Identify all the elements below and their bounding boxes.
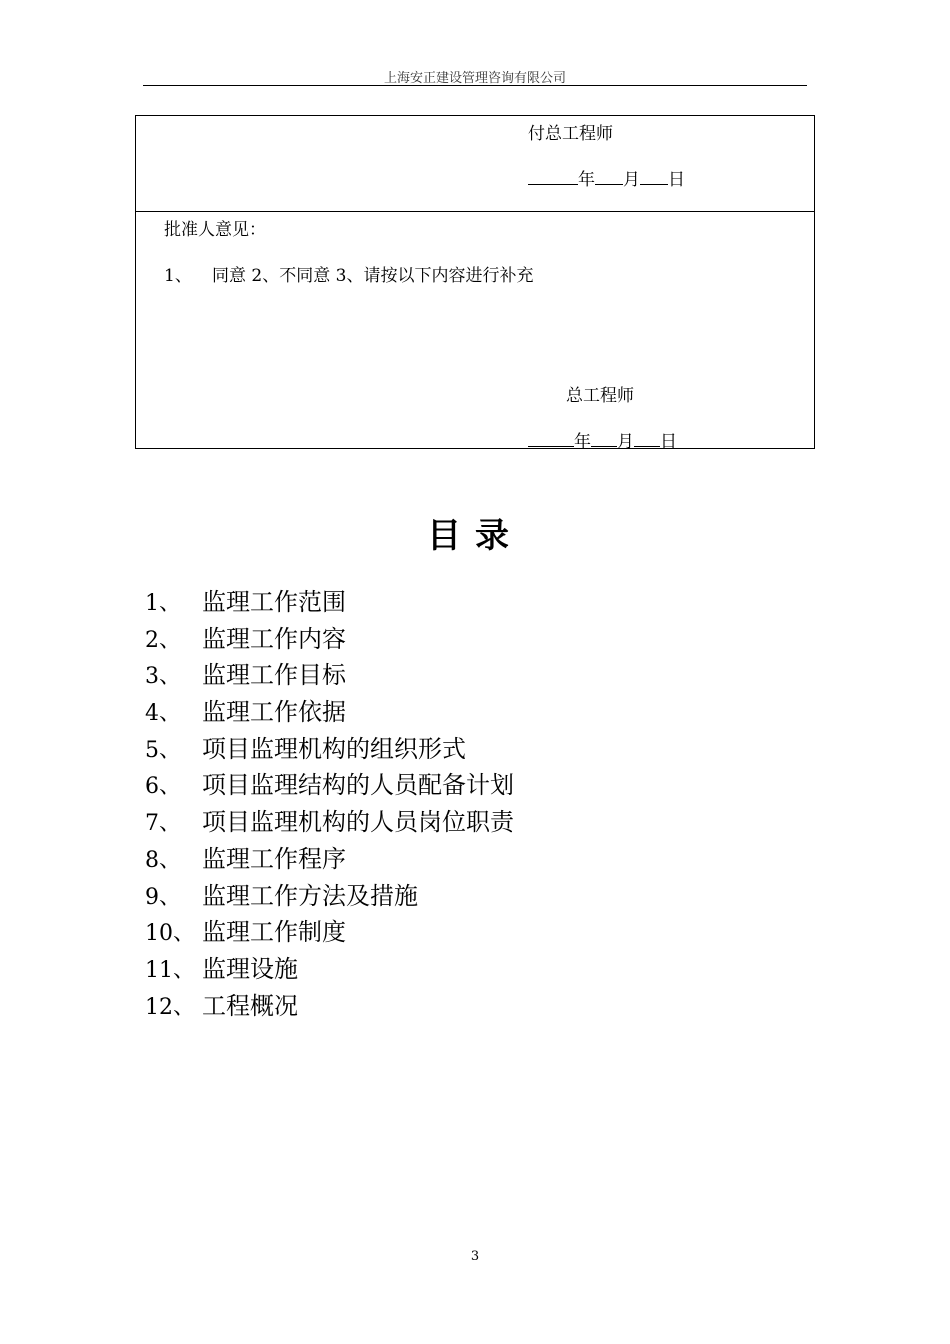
toc-item bbox=[145, 988, 514, 1025]
toc-item bbox=[145, 767, 514, 804]
toc-item-text: 监理工作程序 bbox=[202, 844, 346, 873]
toc-item-text: 监理工作方法及措施 bbox=[202, 881, 418, 910]
toc-item-text: 监理工作制度 bbox=[202, 918, 346, 947]
toc-item-number: 9、 bbox=[145, 884, 181, 910]
month-blank bbox=[591, 429, 617, 447]
date-line bbox=[528, 165, 685, 190]
date-line bbox=[528, 427, 677, 452]
approval-table bbox=[135, 115, 815, 452]
toc-item-number: 10、 bbox=[145, 921, 195, 947]
toc-item bbox=[145, 584, 514, 621]
toc-item-text: 项目监理机构的组织形式 bbox=[202, 734, 466, 763]
toc-item-text: 项目监理结构的人员配备计划 bbox=[202, 771, 514, 800]
day-blank bbox=[640, 167, 668, 185]
toc-item bbox=[145, 841, 514, 878]
toc-item-text: 项目监理机构的人员岗位职责 bbox=[202, 808, 514, 837]
month-label: 月 bbox=[623, 170, 640, 190]
toc-item-number: 6、 bbox=[145, 774, 181, 800]
toc-item-number: 8、 bbox=[145, 847, 181, 873]
toc-item-number: 7、 bbox=[145, 811, 181, 837]
toc-item-number: 1、 bbox=[145, 591, 181, 616]
month-blank bbox=[595, 167, 623, 185]
toc-title: 目录 bbox=[427, 516, 523, 556]
toc-item bbox=[145, 914, 514, 951]
toc-item bbox=[145, 694, 514, 731]
toc-item bbox=[145, 951, 514, 988]
deputy-chief-engineer-row bbox=[136, 116, 814, 212]
toc-item bbox=[145, 804, 514, 841]
toc-item bbox=[145, 878, 514, 915]
deputy-chief-engineer-label: 付总工程师 bbox=[528, 124, 613, 144]
approver-opinion-row bbox=[136, 211, 814, 452]
toc-item-text: 监理设施 bbox=[202, 954, 298, 983]
toc-item-number: 11、 bbox=[145, 957, 195, 983]
page-header-company: 上海安正建设管理咨询有限公司 bbox=[383, 71, 566, 86]
toc-item bbox=[145, 731, 514, 768]
toc-item-text: 监理工作范围 bbox=[202, 588, 346, 616]
toc-item bbox=[145, 621, 514, 658]
year-blank bbox=[528, 429, 574, 447]
year-label: 年 bbox=[578, 170, 595, 190]
page-number: 3 bbox=[470, 1249, 480, 1264]
toc-item-number: 4、 bbox=[145, 701, 181, 727]
toc-item-number: 12、 bbox=[145, 994, 195, 1020]
day-label: 日 bbox=[668, 170, 685, 190]
toc-item-text: 监理工作目标 bbox=[202, 661, 346, 690]
toc-item-number: 5、 bbox=[145, 737, 181, 763]
toc-item-text: 监理工作内容 bbox=[202, 624, 346, 653]
toc-item-text: 监理工作依据 bbox=[202, 698, 346, 727]
day-blank bbox=[634, 429, 660, 447]
month-label: 月 bbox=[617, 432, 634, 452]
toc-item bbox=[145, 657, 514, 694]
year-label: 年 bbox=[574, 432, 591, 452]
day-label: 日 bbox=[660, 432, 677, 452]
table-of-contents bbox=[145, 584, 514, 1024]
year-blank bbox=[528, 167, 578, 185]
approver-opinion-label: 批准人意见： bbox=[164, 220, 266, 240]
opinion-option-number: 1、 bbox=[164, 266, 192, 286]
opinion-options: 同意 2、不同意 3、请按以下内容进行补充 bbox=[212, 266, 534, 286]
toc-item-number: 3、 bbox=[145, 664, 181, 690]
header-divider bbox=[143, 85, 807, 86]
toc-item-text: 工程概况 bbox=[202, 991, 298, 1020]
toc-item-number: 2、 bbox=[145, 627, 181, 653]
chief-engineer-label: 总工程师 bbox=[566, 386, 634, 406]
